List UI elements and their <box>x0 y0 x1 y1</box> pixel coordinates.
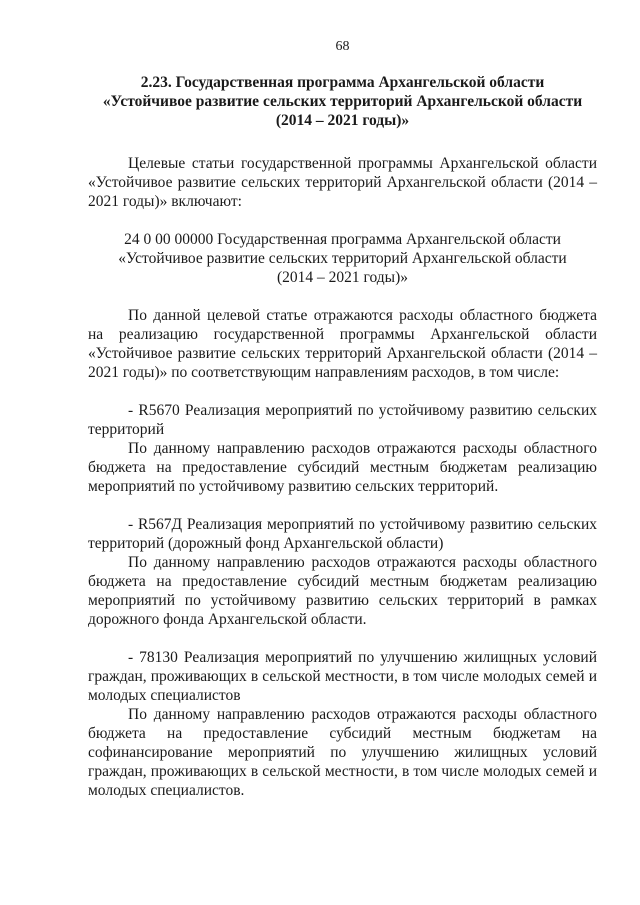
section-heading <box>88 73 597 130</box>
expense-item <box>88 648 597 800</box>
code-line-1: 24 0 00 00000 Государственная программа Архангельской области <box>124 231 561 248</box>
code-line-3: (2014 – 2021 годы)» <box>276 269 409 286</box>
target-description: По данной целевой статье отражаются расходы областного бюджета на реализацию государственной программы Архангельской области «Устойчивое развитие сельских территорий Архангельской области (2014 – 2021 годы)» по соответствующим направлениям расходов, в том числе: <box>88 307 597 381</box>
code-line-2: «Устойчивое развитие сельских территорий Архангельской области <box>118 250 567 267</box>
intro-paragraph: Целевые статьи государственной программы Архангельской области «Устойчивое развитие сельских территорий Архангельской области (2014 – 2021 годы)» включают: <box>88 155 597 210</box>
page-number: 68 <box>335 39 350 54</box>
heading-line-3: (2014 – 2021 годы)» <box>275 112 410 129</box>
expense-item-title: - R5670 Реализация мероприятий по устойчивому развитию сельских территорий <box>88 402 597 438</box>
expense-item <box>88 515 597 629</box>
heading-line-1: 2.23. Государственная программа Архангельской области <box>140 74 545 91</box>
expense-item-description: По данному направлению расходов отражаются расходы областного бюджета на предоставление субсидий местным бюджетам реализацию мероприятий по устойчивому развитию сельских территорий в рамках дорожного фонда Архангельской области. <box>88 554 597 628</box>
expense-item-description: По данному направлению расходов отражаются расходы областного бюджета на предоставление субсидий местным бюджетам на софинансирование мероприятий по улучшению жилищных условий граждан, проживающих в сельской местности, в том числе молодых семей и молодых специалистов. <box>88 706 597 799</box>
expense-item-description: По данному направлению расходов отражаются расходы областного бюджета на предоставление субсидий местным бюджетам реализацию мероприятий по устойчивому развитию сельских территорий. <box>88 440 597 495</box>
expense-item <box>88 401 597 496</box>
expense-item-title: - R567Д Реализация мероприятий по устойчивому развитию сельских территорий (дорожный фонд Архангельской области) <box>88 516 597 552</box>
document-page <box>88 38 597 819</box>
expense-item-title: - 78130 Реализация мероприятий по улучшению жилищных условий граждан, проживающих в сельской местности, в том числе молодых семей и молодых специалистов <box>88 649 597 704</box>
target-code-block <box>88 230 597 287</box>
heading-line-2: «Устойчивое развитие сельских территорий Архангельской области <box>102 93 583 110</box>
